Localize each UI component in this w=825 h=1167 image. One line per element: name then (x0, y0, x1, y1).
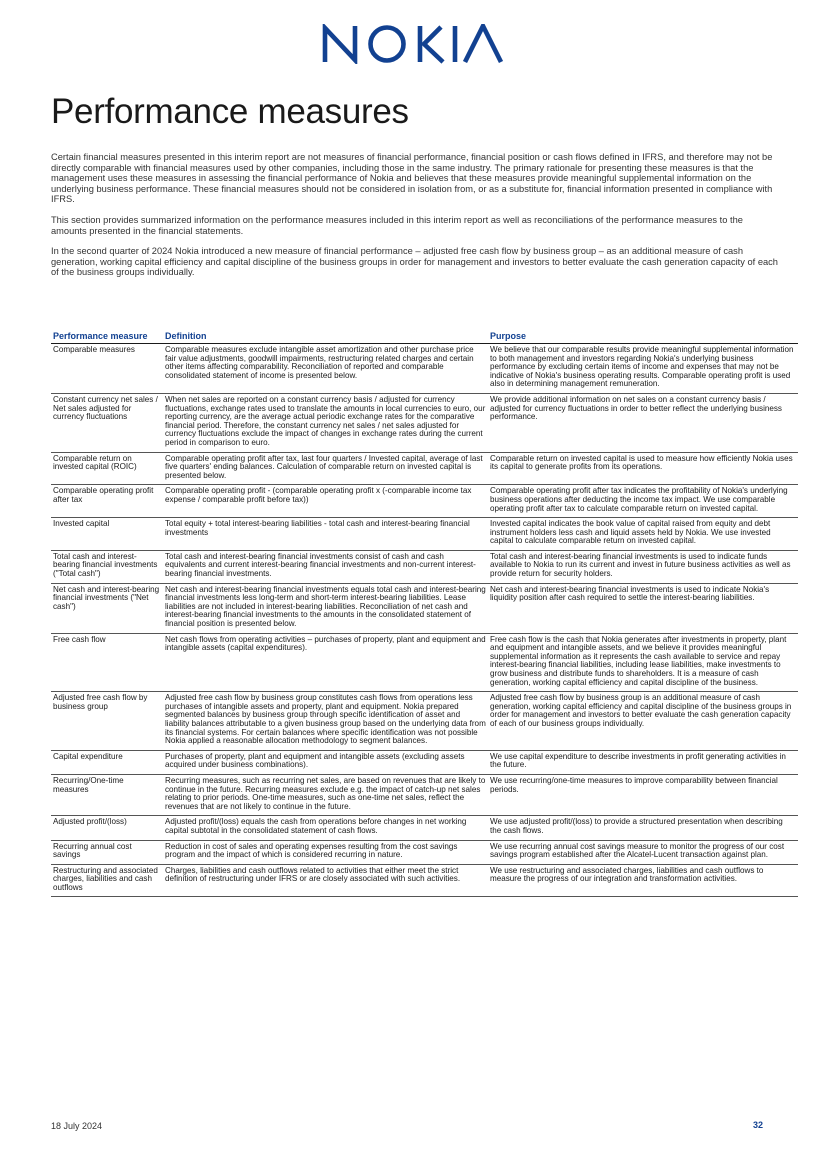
purpose-cell: We provide additional information on net sales on a constant currency basis / adjusted for currency fluctuations in order to better reflect the underlying business performance. (488, 393, 798, 452)
column-header-purpose: Purpose (488, 330, 798, 344)
footer-date: 18 July 2024 (51, 1121, 103, 1131)
table-row (51, 344, 798, 394)
purpose-cell: Net cash and interest-bearing financial investments is used to indicate Nokia's liquidity position after cash required to settle the interest-bearing liabilities. (488, 583, 798, 633)
measure-cell: Adjusted free cash flow by business group (51, 692, 163, 751)
column-header-definition: Definition (163, 330, 488, 344)
purpose-cell: Comparable return on invested capital is used to measure how efficiently Nokia uses its capital to generate profits from its operations. (488, 452, 798, 485)
purpose-cell: Total cash and interest-bearing financial investments is used to indicate funds available to Nokia to run its current and invest in future business activities as well as provide return for security holders. (488, 550, 798, 583)
definition-cell: Adjusted profit/(loss) equals the cash from operations before changes in net working capital subtotal in the consolidated statement of cash flows. (163, 816, 488, 840)
table-row (51, 550, 798, 583)
definition-cell: Comparable operating profit after tax, last four quarters / Invested capital, average of last five quarters' ending balances. Calculation of comparable return on invested capital is presented below. (163, 452, 488, 485)
nokia-logo (0, 24, 825, 69)
table-row (51, 633, 798, 692)
intro-paragraph: Certain financial measures presented in this interim report are not measures of financial performance, financial position or cash flows defined in IFRS, and therefore may not be directly comparable with financial measures used by other companies, including those in the same industry. The primary rationale for presenting these measures is that the management uses these measures in assessing the financial performance of Nokia and believes that these measures provide meaningful supplemental information on the underlying business performance. These financial measures should not be considered in isolation from, or as a substitute for, financial information presented in compliance with IFRS. (51, 152, 773, 205)
measure-cell: Free cash flow (51, 633, 163, 692)
definition-cell: Total equity + total interest-bearing liabilities - total cash and interest-bearing financial investments (163, 518, 488, 551)
purpose-cell: We believe that our comparable results provide meaningful supplemental information to both management and investors regarding Nokia's underlying business performance by excluding certain items of income and expenses that may not be indicative of Nokia's business operating results. Comparable operating profit is used also in determining management remuneration. (488, 344, 798, 394)
definition-cell: Comparable operating profit - (comparable operating profit x (-comparable income tax expense / comparable profit before tax)) (163, 485, 488, 518)
table-row (51, 774, 798, 815)
definition-cell: Total cash and interest-bearing financial investments consist of cash and cash equivalents and current interest-bearing financial investments and non-current interest-bearing financial investments. (163, 550, 488, 583)
measure-cell: Constant currency net sales / Net sales adjusted for currency fluctuations (51, 393, 163, 452)
purpose-cell: We use adjusted profit/(loss) to provide a structured presentation when describing the cash flows. (488, 816, 798, 840)
table-row (51, 816, 798, 840)
measure-cell: Comparable measures (51, 344, 163, 394)
intro-paragraph: In the second quarter of 2024 Nokia introduced a new measure of financial performance – adjusted free cash flow by business group – as an additional measure of cash generation, working capital efficiency and capital discipline of the business groups in order for management and investors to better evaluate the cash generation capacity of each of the business groups individually. (51, 246, 778, 278)
intro-paragraph: This section provides summarized information on the performance measures included in this interim report as well as reconciliations of the performance measures to the amounts presented in the financial statements. (51, 214, 743, 236)
page-number: 32 (752, 1120, 763, 1130)
performance-measures-table (51, 330, 798, 897)
purpose-cell: We use capital expenditure to describe investments in profit generating activities in the future. (488, 750, 798, 774)
purpose-cell: Adjusted free cash flow by business group is an additional measure of cash generation, working capital efficiency and capital discipline of the business groups in order for management and investors to better evaluate the cash generation capacity of each of our business groups individually. (488, 692, 798, 751)
table-row (51, 750, 798, 774)
measure-cell: Comparable return on invested capital (ROIC) (51, 452, 163, 485)
definition-cell: When net sales are reported on a constant currency basis / adjusted for currency fluctuations, exchange rates used to translate the amounts in local currencies to euro, our reporting currency, are the average actual periodic exchange rates for the comparative financial period. Therefore, the constant currency net sales / net sales adjusted for currency fluctuations exclude the impact of changes in exchange rates during the current period in comparison to euro. (163, 393, 488, 452)
table-row (51, 518, 798, 551)
definition-cell: Charges, liabilities and cash outflows related to activities that either meet the strict definition of restructuring under IFRS or are closely associated with such activities. (163, 864, 488, 897)
page-title: Performance measures (51, 92, 409, 131)
purpose-cell: Free cash flow is the cash that Nokia generates after investments in property, plant and equipment and intangible assets, and we believe it provides meaningful supplemental information as it represents the cash available to service and repay interest-bearing financial liabilities, including lease liabilities, make investments to grow business and distribute funds to shareholders. It is a measure of cash generation, working capital efficiency and capital discipline of the business. (488, 633, 798, 692)
table-row (51, 840, 798, 864)
table-row (51, 393, 798, 452)
measure-cell: Recurring annual cost savings (51, 840, 163, 864)
definition-cell: Reduction in cost of sales and operating expenses resulting from the cost savings program and the impact of which is considered recurring in nature. (163, 840, 488, 864)
definition-cell: Net cash and interest-bearing financial investments equals total cash and interest-bearing financial investments less long-term and short-term interest-bearing liabilities. Lease liabilities are not included in interest-bearing liabilities. Reconciliation of net cash and interest-bearing financial investments to the amounts in the consolidated statement of financial position is presented below. (163, 583, 488, 633)
definition-cell: Net cash flows from operating activities – purchases of property, plant and equipment and intangible assets (capital expenditures). (163, 633, 488, 692)
purpose-cell: We use restructuring and associated charges, liabilities and cash outflows to measure the progress of our integration and transformation activities. (488, 864, 798, 897)
intro-text (51, 152, 781, 288)
table-header-row (51, 330, 798, 344)
measure-cell: Comparable operating profit after tax (51, 485, 163, 518)
measure-cell: Restructuring and associated charges, liabilities and cash outflows (51, 864, 163, 897)
table-row (51, 864, 798, 897)
measure-cell: Invested capital (51, 518, 163, 551)
table-row (51, 452, 798, 485)
measure-cell: Recurring/One-time measures (51, 774, 163, 815)
measure-cell: Capital expenditure (51, 750, 163, 774)
measure-cell: Total cash and interest-bearing financial investments ("Total cash") (51, 550, 163, 583)
definition-cell: Purchases of property, plant and equipment and intangible assets (excluding assets acquired under business combinations). (163, 750, 488, 774)
measure-cell: Adjusted profit/(loss) (51, 816, 163, 840)
column-header-measure: Performance measure (51, 330, 163, 344)
table-row (51, 692, 798, 751)
table-row (51, 583, 798, 633)
measure-cell: Net cash and interest-bearing financial investments ("Net cash") (51, 583, 163, 633)
definition-cell: Comparable measures exclude intangible asset amortization and other purchase price fair value adjustments, goodwill impairments, restructuring related charges and certain other items affecting comparability. Reconciliation of reported and comparable consolidated statement of income is presented below. (163, 344, 488, 394)
definition-cell: Recurring measures, such as recurring net sales, are based on revenues that are likely to continue in the future. Recurring measures exclude e.g. the impact of catch-up net sales relating to prior periods. One-time measures, such as one-time net sales, reflect the revenues that are not likely to continue in the future. (163, 774, 488, 815)
purpose-cell: We use recurring/one-time measures to improve comparability between financial periods. (488, 774, 798, 815)
purpose-cell: We use recurring annual cost savings measure to monitor the progress of our cost savings program established after the Alcatel-Lucent transaction against plan. (488, 840, 798, 864)
definition-cell: Adjusted free cash flow by business group constitutes cash flows from operations less purchases of intangible assets and property, plant and equipment. Nokia prepared segmented balances by business group through specific identification of asset and liability balances attributable to a given business group based on the underlying data from its financial systems. For certain balances where specific identification was not possible Nokia applied a reasonable allocation methodology to segment balances. (163, 692, 488, 751)
purpose-cell: Invested capital indicates the book value of capital raised from equity and debt instrument holders less cash and liquid assets held by Nokia. We use invested capital to calculate comparable return on invested capital. (488, 518, 798, 551)
table-row (51, 485, 798, 518)
nokia-wordmark-icon (321, 24, 505, 64)
purpose-cell: Comparable operating profit after tax indicates the profitability of Nokia's underlying business operations after deducting the income tax impact. We use comparable operating profit after tax to calculate comparable return on invested capital. (488, 485, 798, 518)
